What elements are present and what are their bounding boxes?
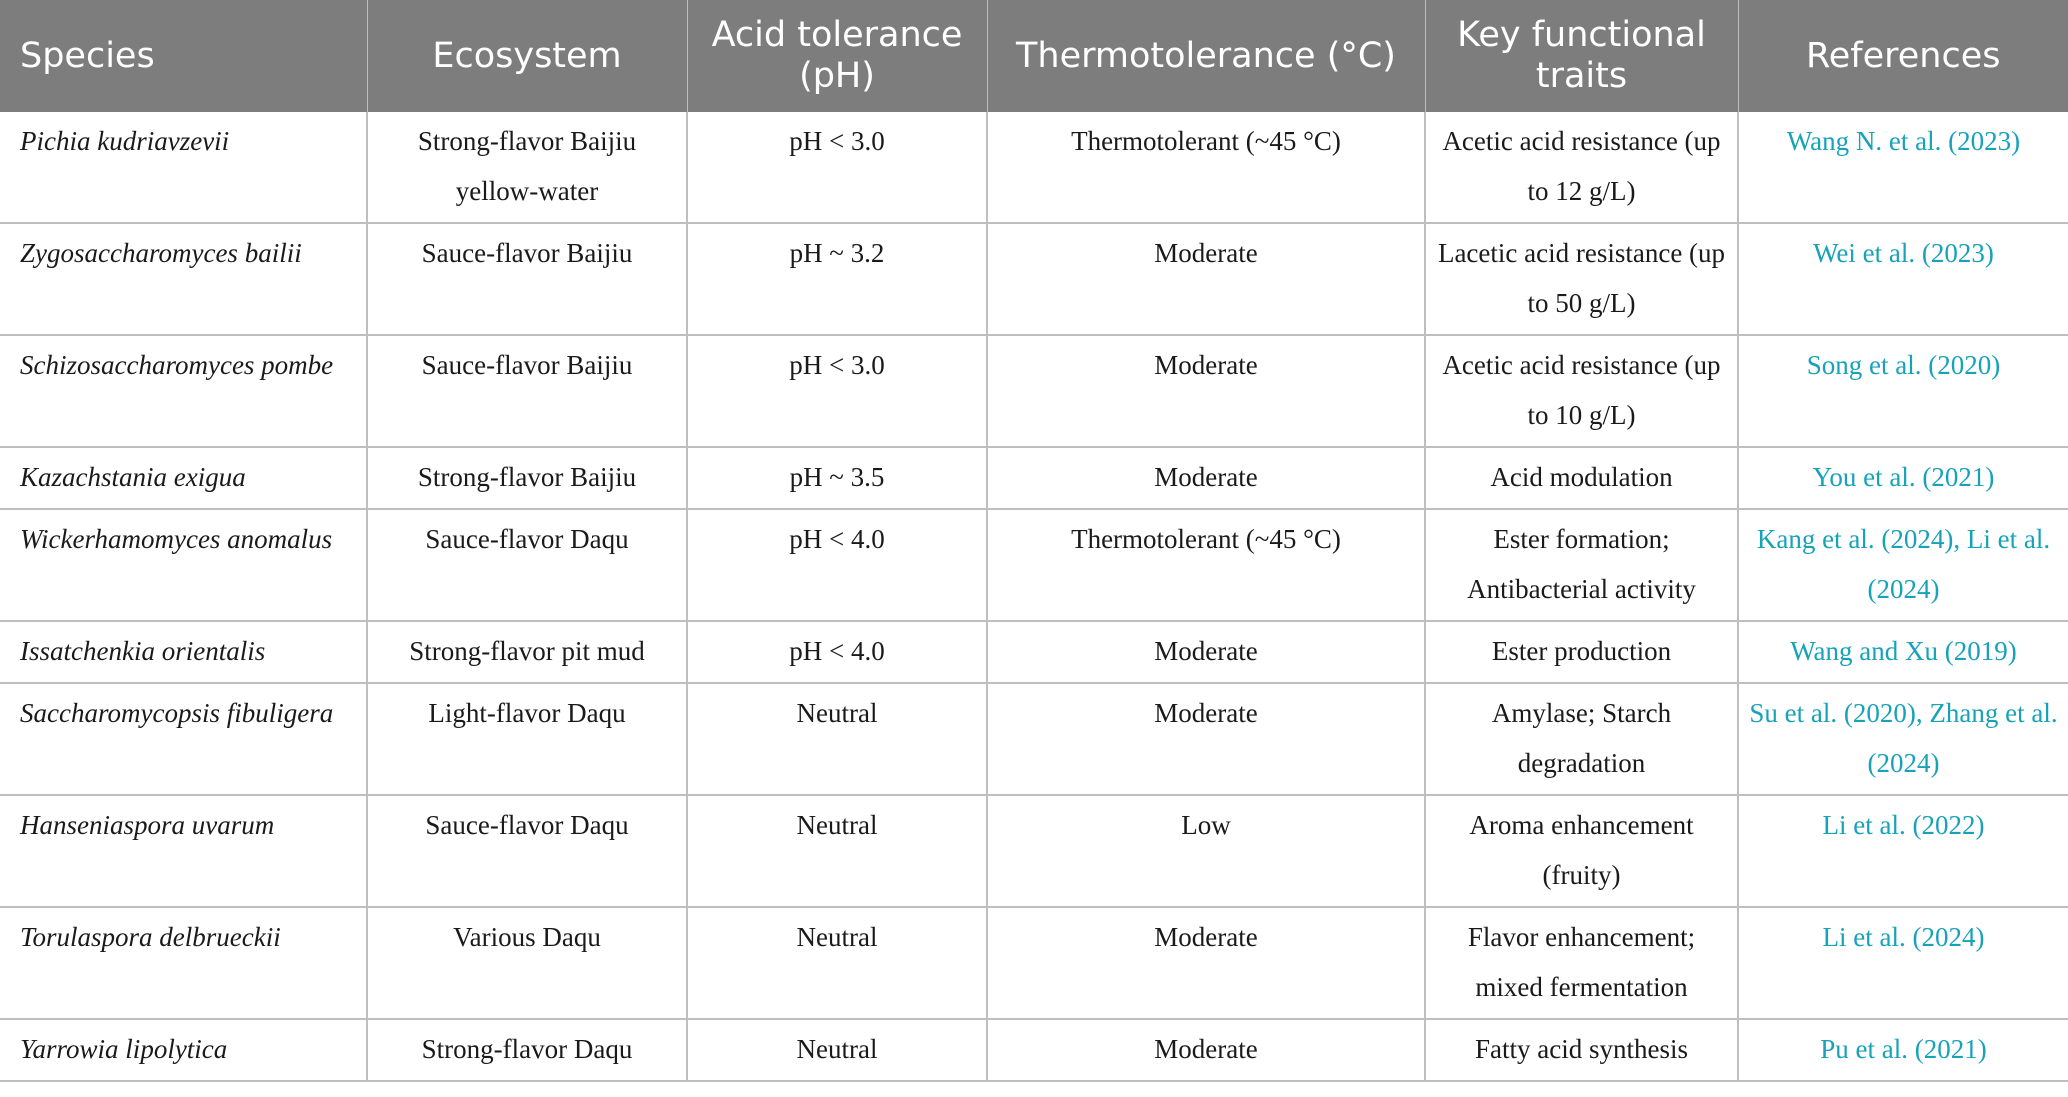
table-row xyxy=(0,509,2068,621)
thermo-cell: Low xyxy=(987,795,1425,907)
species-cell: Pichia kudriavzevii xyxy=(0,112,367,223)
ecosystem-cell: Strong-flavor pit mud xyxy=(367,621,687,683)
species-cell: Schizosaccharomyces pombe xyxy=(0,335,367,447)
thermo-cell: Moderate xyxy=(987,447,1425,509)
thermo-cell: Thermotolerant (~45 °C) xyxy=(987,112,1425,223)
thermo-cell: Moderate xyxy=(987,1019,1425,1081)
thermo-cell: Moderate xyxy=(987,907,1425,1019)
table-row xyxy=(0,1019,2068,1081)
species-cell: Issatchenkia orientalis xyxy=(0,621,367,683)
ecosystem-cell: Light-flavor Daqu xyxy=(367,683,687,795)
header-key-traits: Key functional traits xyxy=(1425,0,1738,112)
ecosystem-cell: Sauce-flavor Daqu xyxy=(367,795,687,907)
reference-link[interactable]: Song et al. (2020) xyxy=(1738,335,2068,447)
acid-cell: pH < 4.0 xyxy=(687,509,987,621)
ecosystem-cell: Various Daqu xyxy=(367,907,687,1019)
table-row xyxy=(0,112,2068,223)
header-row xyxy=(0,0,2068,112)
reference-link[interactable]: Su et al. (2020), Zhang et al. (2024) xyxy=(1738,683,2068,795)
acid-cell: Neutral xyxy=(687,1019,987,1081)
header-acid-tolerance: Acid tolerance (pH) xyxy=(687,0,987,112)
traits-cell: Flavor enhancement; mixed fermentation xyxy=(1425,907,1738,1019)
ecosystem-cell: Sauce-flavor Baijiu xyxy=(367,335,687,447)
acid-cell: Neutral xyxy=(687,795,987,907)
table-row xyxy=(0,447,2068,509)
header-species: Species xyxy=(0,0,367,112)
table-row xyxy=(0,795,2068,907)
traits-cell: Ester formation; Antibacterial activity xyxy=(1425,509,1738,621)
table-row xyxy=(0,907,2068,1019)
reference-link[interactable]: Wei et al. (2023) xyxy=(1738,223,2068,335)
traits-cell: Acetic acid resistance (up to 12 g/L) xyxy=(1425,112,1738,223)
species-cell: Kazachstania exigua xyxy=(0,447,367,509)
thermo-cell: Moderate xyxy=(987,335,1425,447)
species-cell: Zygosaccharomyces bailii xyxy=(0,223,367,335)
acid-cell: pH ~ 3.2 xyxy=(687,223,987,335)
header-ecosystem: Ecosystem xyxy=(367,0,687,112)
reference-link[interactable]: Li et al. (2022) xyxy=(1738,795,2068,907)
header-thermotolerance: Thermotolerance (°C) xyxy=(987,0,1425,112)
reference-link[interactable]: Pu et al. (2021) xyxy=(1738,1019,2068,1081)
ecosystem-cell: Sauce-flavor Daqu xyxy=(367,509,687,621)
reference-link[interactable]: You et al. (2021) xyxy=(1738,447,2068,509)
traits-cell: Amylase; Starch degradation xyxy=(1425,683,1738,795)
acid-cell: pH ~ 3.5 xyxy=(687,447,987,509)
species-cell: Saccharomycopsis fibuligera xyxy=(0,683,367,795)
traits-cell: Aroma enhancement (fruity) xyxy=(1425,795,1738,907)
thermo-cell: Moderate xyxy=(987,683,1425,795)
reference-link[interactable]: Li et al. (2024) xyxy=(1738,907,2068,1019)
table-row xyxy=(0,621,2068,683)
traits-cell: Fatty acid synthesis xyxy=(1425,1019,1738,1081)
traits-cell: Lacetic acid resistance (up to 50 g/L) xyxy=(1425,223,1738,335)
ecosystem-cell: Strong-flavor Daqu xyxy=(367,1019,687,1081)
species-cell: Wickerhamomyces anomalus xyxy=(0,509,367,621)
traits-cell: Acetic acid resistance (up to 10 g/L) xyxy=(1425,335,1738,447)
table-row xyxy=(0,683,2068,795)
thermo-cell: Moderate xyxy=(987,223,1425,335)
traits-cell: Acid modulation xyxy=(1425,447,1738,509)
reference-link[interactable]: Wang N. et al. (2023) xyxy=(1738,112,2068,223)
acid-cell: pH < 3.0 xyxy=(687,112,987,223)
header-references: References xyxy=(1738,0,2068,112)
table-row xyxy=(0,223,2068,335)
reference-link[interactable]: Wang and Xu (2019) xyxy=(1738,621,2068,683)
thermo-cell: Thermotolerant (~45 °C) xyxy=(987,509,1425,621)
ecosystem-cell: Strong-flavor Baijiu yellow-water xyxy=(367,112,687,223)
acid-cell: Neutral xyxy=(687,683,987,795)
species-cell: Yarrowia lipolytica xyxy=(0,1019,367,1081)
table-row xyxy=(0,335,2068,447)
traits-cell: Ester production xyxy=(1425,621,1738,683)
ecosystem-cell: Sauce-flavor Baijiu xyxy=(367,223,687,335)
species-cell: Hanseniaspora uvarum xyxy=(0,795,367,907)
acid-cell: Neutral xyxy=(687,907,987,1019)
ecosystem-cell: Strong-flavor Baijiu xyxy=(367,447,687,509)
species-cell: Torulaspora delbrueckii xyxy=(0,907,367,1019)
thermo-cell: Moderate xyxy=(987,621,1425,683)
acid-cell: pH < 3.0 xyxy=(687,335,987,447)
acid-cell: pH < 4.0 xyxy=(687,621,987,683)
reference-link[interactable]: Kang et al. (2024), Li et al. (2024) xyxy=(1738,509,2068,621)
